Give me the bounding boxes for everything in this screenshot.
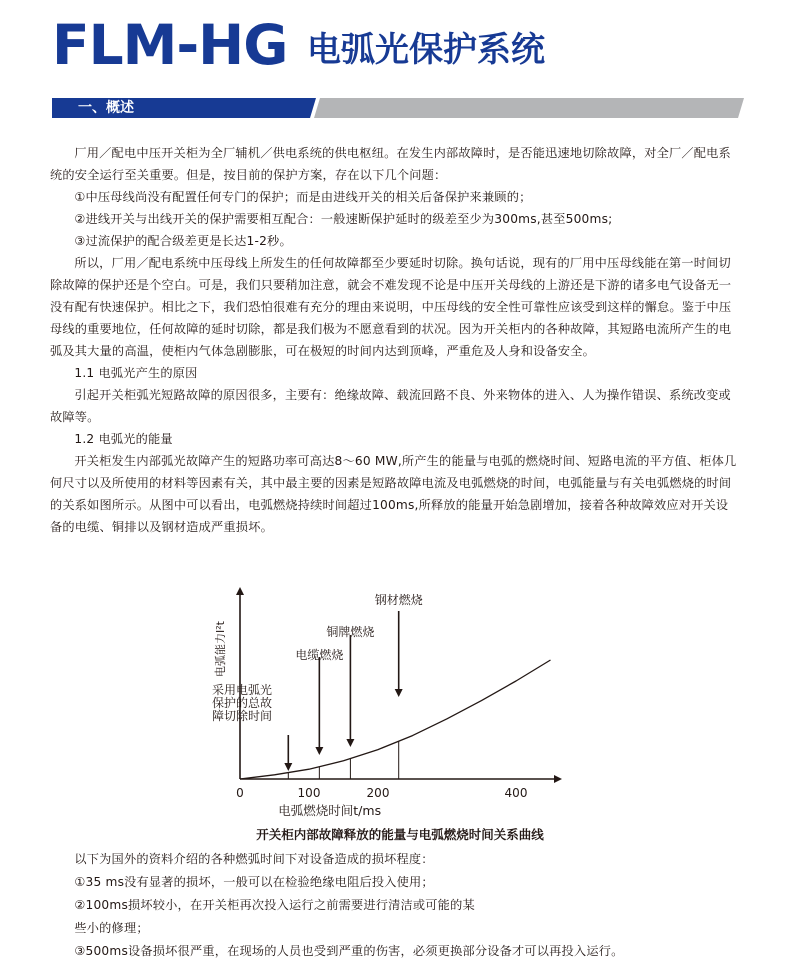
paragraph-analysis: 所以，厂用／配电系统中压母线上所发生的任何故障都至少要延时切除。换句话说，现有的厂用中压母线能在第一时间切除故障的保护还是个空白。可是，我们只要稍加注意，就会不难发现不论是中压开关母线的上游还是下游的诸多电气设备无一没有配有快速保护。相比之下，我们恐怕很难有充分的理由来说明，中压母线的安全性可靠性应该受到这样的懈怠。鉴于中压母线的重要地位，任何故障的延时切除，都是我们极为不愿意看到的状况。因为开关柜内的各种故障，其短路电流所产生的电弧及其大量的高温，使柜内气体急剧膨胀，可在极短的时间内达到顶峰，严重危及人身和设备安全。 (50, 256, 732, 358)
steel-burning-label: 钢材燃烧 (374, 593, 423, 607)
cable-burning-label: 电缆燃烧 (295, 648, 344, 662)
damage-item-100ms-cont: 些小的修理； (74, 921, 149, 935)
paragraph-issue-3: ③过流保护的配合级差更是长达1-2秒。 (74, 234, 292, 248)
chart-caption: 开关柜内部故障释放的能量与电弧燃烧时间关系曲线 (256, 827, 544, 842)
protection-clearing-label: 保护的总故 (212, 696, 273, 710)
protection-clearing-label: 采用电弧光 (212, 683, 273, 697)
protection-clearing-label: 障切除时间 (212, 709, 273, 723)
section-title: 一、概述 (78, 100, 134, 116)
energy-curve (240, 660, 551, 779)
subheading-1-2: 1.2 电弧光的能量 (74, 432, 173, 446)
x-tick-label: 100 (297, 786, 321, 800)
subheading-1-1: 1.1 电弧光产生的原因 (74, 366, 198, 380)
chart-marks (240, 611, 551, 779)
damage-item-500ms: ③500ms设备损坏很严重，在现场的人员也受到严重的伤害，必须更换部分设备才可以再投入运行。 (74, 944, 624, 958)
section-header-bar (52, 98, 744, 118)
x-tick-label: 200 (366, 786, 390, 800)
paragraph-causes: 引起开关柜弧光短路故障的原因很多，主要有：绝缘故障、载流回路不良、外来物体的进入、人为操作错误、系统改变或故障等。 (50, 388, 731, 424)
section-bar-light (314, 98, 744, 118)
copper-burning-label: 铜牌燃烧 (326, 625, 375, 639)
paragraph-energy: 开关柜发生内部弧光故障产生的短路功率可高达8～60 MW,所产生的能量与电弧的燃烧时间、短路电流的平方值、柜体几何尺寸以及所使用的材料等因素有关，其中最主要的因素是短路故障电流及电弧燃烧的时间，电弧能量与有关电弧燃烧的时间的关系如图所示。从图中可以看出，电弧燃烧持续时间超过100ms,所释放的能量开始急剧增加，接着各种故障效应对开关设备的电缆、铜排以及钢材造成严重损坏。 (50, 454, 737, 534)
y-axis-label: 电弧能力I²t (214, 621, 227, 677)
body-text (50, 142, 740, 538)
energy-time-chart (200, 583, 580, 828)
paragraph-intro: 厂用／配电中压开关柜为全厂辅机／供电系统的供电枢纽。在发生内部故障时，是否能迅速地切除故障，对全厂／配电系统的安全运行至关重要。但是，按目前的保护方案，存在以下几个问题： (50, 146, 731, 182)
damage-item-35ms: ①35 ms没有显著的损坏，一般可以在检验绝缘电阻后投入使用； (74, 875, 434, 889)
x-tick-label: 400 (504, 786, 528, 800)
section-bar-shape (52, 98, 744, 118)
x-tick-label: 0 (236, 786, 244, 800)
chart-svg (200, 583, 580, 828)
paragraph-issue-2: ②进线开关与出线开关的保护需要相互配合：一般速断保护延时的级差至少为300ms,甚至500ms; (74, 212, 613, 226)
damage-item-100ms: ②100ms损坏较小，在开关柜再次投入运行之前需要进行清洁或可能的某 (74, 898, 475, 912)
damage-intro: 以下为国外的资料介绍的各种燃弧时间下对设备造成的损坏程度： (74, 852, 434, 866)
product-title: FLM-HG (52, 13, 288, 77)
damage-levels (50, 848, 740, 963)
paragraph-issue-1: ①中压母线尚没有配置任何专门的保护；而是由进线开关的相关后备保护来兼顾的； (74, 190, 532, 204)
chart-labels (212, 592, 527, 818)
x-axis-label: 电弧燃烧时间t/ms (278, 803, 382, 818)
product-subtitle: 电弧光保护系统 (307, 30, 545, 70)
